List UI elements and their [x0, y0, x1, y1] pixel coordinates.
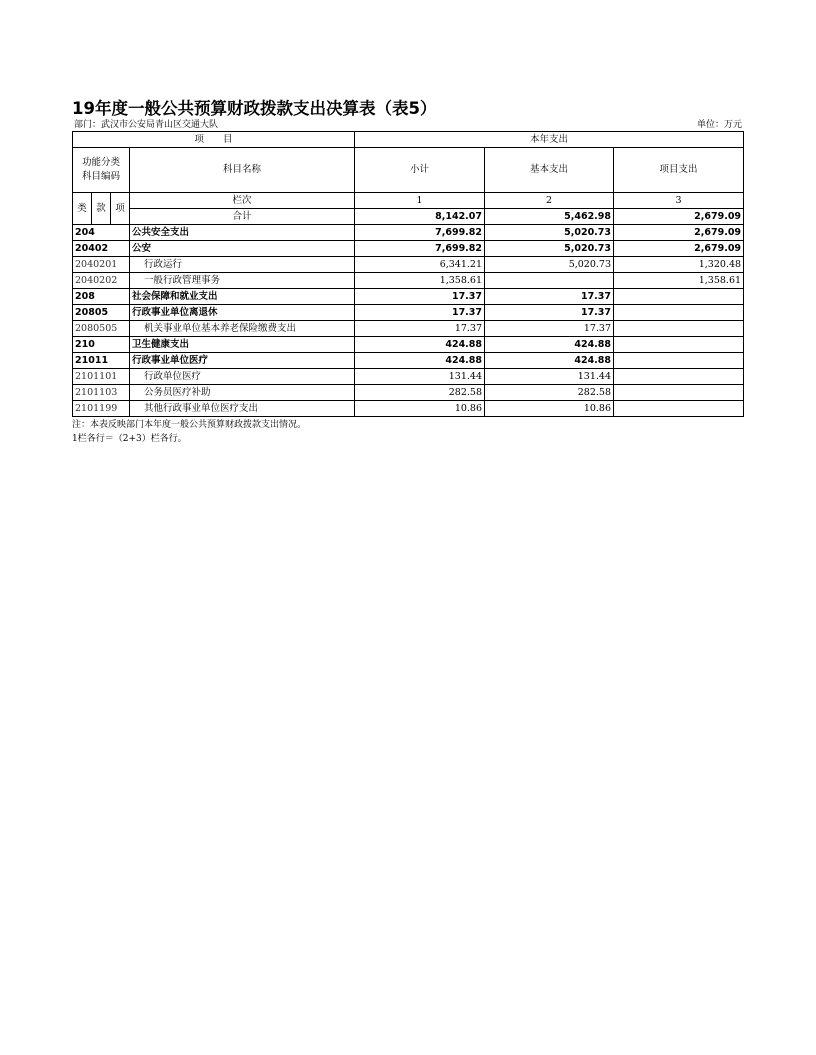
table-row: [73, 257, 744, 273]
row-project: [614, 289, 744, 305]
row-code: 2101199: [73, 401, 130, 417]
row-project: [614, 369, 744, 385]
header-project-exp: 项目支出: [614, 148, 744, 193]
unit-label: 单位：万元: [696, 120, 742, 130]
header-subtotal: 小计: [355, 148, 485, 193]
table-row: [73, 369, 744, 385]
table-row: [73, 401, 744, 417]
row-code: 210: [73, 337, 130, 353]
row-name: 公务员医疗补助: [130, 385, 355, 401]
total-label: 合计: [130, 209, 355, 225]
header-basic: 基本支出: [485, 148, 614, 193]
notes: [72, 418, 744, 446]
table-row: [73, 321, 744, 337]
header-current-year: 本年支出: [355, 132, 744, 148]
row-project: 1,320.48: [614, 257, 744, 273]
expenditure-table: [72, 131, 744, 417]
row-name: 行政运行: [130, 257, 355, 273]
row-subtotal: 17.37: [355, 321, 485, 337]
header-col3: 3: [614, 193, 744, 209]
report-meta: [72, 119, 744, 131]
row-subtotal: 424.88: [355, 353, 485, 369]
row-subtotal: 17.37: [355, 289, 485, 305]
table-row: [73, 225, 744, 241]
row-code: 20402: [73, 241, 130, 257]
row-subtotal: 424.88: [355, 337, 485, 353]
report-page: [72, 98, 744, 446]
report-title: 19年度一般公共预算财政拨款支出决算表（表5）: [72, 99, 437, 118]
note-line-2: 1栏各行＝（2+3）栏各行。: [72, 434, 187, 444]
header-lei: 类: [73, 193, 92, 225]
row-name: 公共安全支出: [130, 225, 355, 241]
row-name: 其他行政事业单位医疗支出: [130, 401, 355, 417]
row-name: 卫生健康支出: [130, 337, 355, 353]
row-project: [614, 353, 744, 369]
row-basic: 424.88: [485, 353, 614, 369]
header-row-3: [73, 193, 744, 209]
row-subtotal: 7,699.82: [355, 225, 485, 241]
row-project: [614, 385, 744, 401]
table-row: [73, 385, 744, 401]
row-subtotal: 131.44: [355, 369, 485, 385]
header-row-2: [73, 148, 744, 193]
row-project: [614, 401, 744, 417]
row-code: 2101101: [73, 369, 130, 385]
header-row-1: [73, 132, 744, 148]
row-subtotal: 282.58: [355, 385, 485, 401]
row-basic: 282.58: [485, 385, 614, 401]
row-code: 21011: [73, 353, 130, 369]
row-code: 2040201: [73, 257, 130, 273]
row-basic: 131.44: [485, 369, 614, 385]
department-label: 部门：武汉市公安局青山区交通大队: [74, 120, 219, 130]
total-basic: 5,462.98: [485, 209, 614, 225]
row-code: 2040202: [73, 273, 130, 289]
row-subtotal: 17.37: [355, 305, 485, 321]
table-row: [73, 305, 744, 321]
row-name: 社会保障和就业支出: [130, 289, 355, 305]
row-name: 一般行政管理事务: [130, 273, 355, 289]
row-project: 1,358.61: [614, 273, 744, 289]
header-subject-name: 科目名称: [130, 148, 355, 193]
row-code: 2080505: [73, 321, 130, 337]
header-project: 项 目: [73, 132, 355, 148]
row-basic: 17.37: [485, 305, 614, 321]
row-basic: 10.86: [485, 401, 614, 417]
table-row: [73, 353, 744, 369]
header-col1: 1: [355, 193, 485, 209]
row-basic: [485, 273, 614, 289]
header-col2: 2: [485, 193, 614, 209]
row-code: 208: [73, 289, 130, 305]
table-row: [73, 337, 744, 353]
row-basic: 5,020.73: [485, 241, 614, 257]
row-basic: 5,020.73: [485, 225, 614, 241]
row-code: 2101103: [73, 385, 130, 401]
row-basic: 5,020.73: [485, 257, 614, 273]
row-subtotal: 7,699.82: [355, 241, 485, 257]
table-row: [73, 273, 744, 289]
row-code: 204: [73, 225, 130, 241]
row-basic: 17.37: [485, 321, 614, 337]
total-subtotal: 8,142.07: [355, 209, 485, 225]
row-name: 行政事业单位医疗: [130, 353, 355, 369]
row-subtotal: 10.86: [355, 401, 485, 417]
header-column-no: 栏次: [130, 193, 355, 209]
header-kuan: 款: [92, 193, 111, 225]
header-func-code: 功能分类 科目编码: [73, 148, 130, 193]
note-line-1: 注：本表反映部门本年度一般公共预算财政拨款支出情况。: [72, 420, 307, 430]
row-project: 2,679.09: [614, 225, 744, 241]
row-project: [614, 321, 744, 337]
row-name: 机关事业单位基本养老保险缴费支出: [130, 321, 355, 337]
row-subtotal: 1,358.61: [355, 273, 485, 289]
table-row: [73, 241, 744, 257]
row-basic: 424.88: [485, 337, 614, 353]
row-name: 行政单位医疗: [130, 369, 355, 385]
total-project: 2,679.09: [614, 209, 744, 225]
row-name: 行政事业单位离退休: [130, 305, 355, 321]
row-project: [614, 337, 744, 353]
total-row: [73, 209, 744, 225]
row-project: 2,679.09: [614, 241, 744, 257]
row-subtotal: 6,341.21: [355, 257, 485, 273]
header-xiang: 项: [111, 193, 130, 225]
row-basic: 17.37: [485, 289, 614, 305]
row-code: 20805: [73, 305, 130, 321]
row-name: 公安: [130, 241, 355, 257]
row-project: [614, 305, 744, 321]
table-row: [73, 289, 744, 305]
